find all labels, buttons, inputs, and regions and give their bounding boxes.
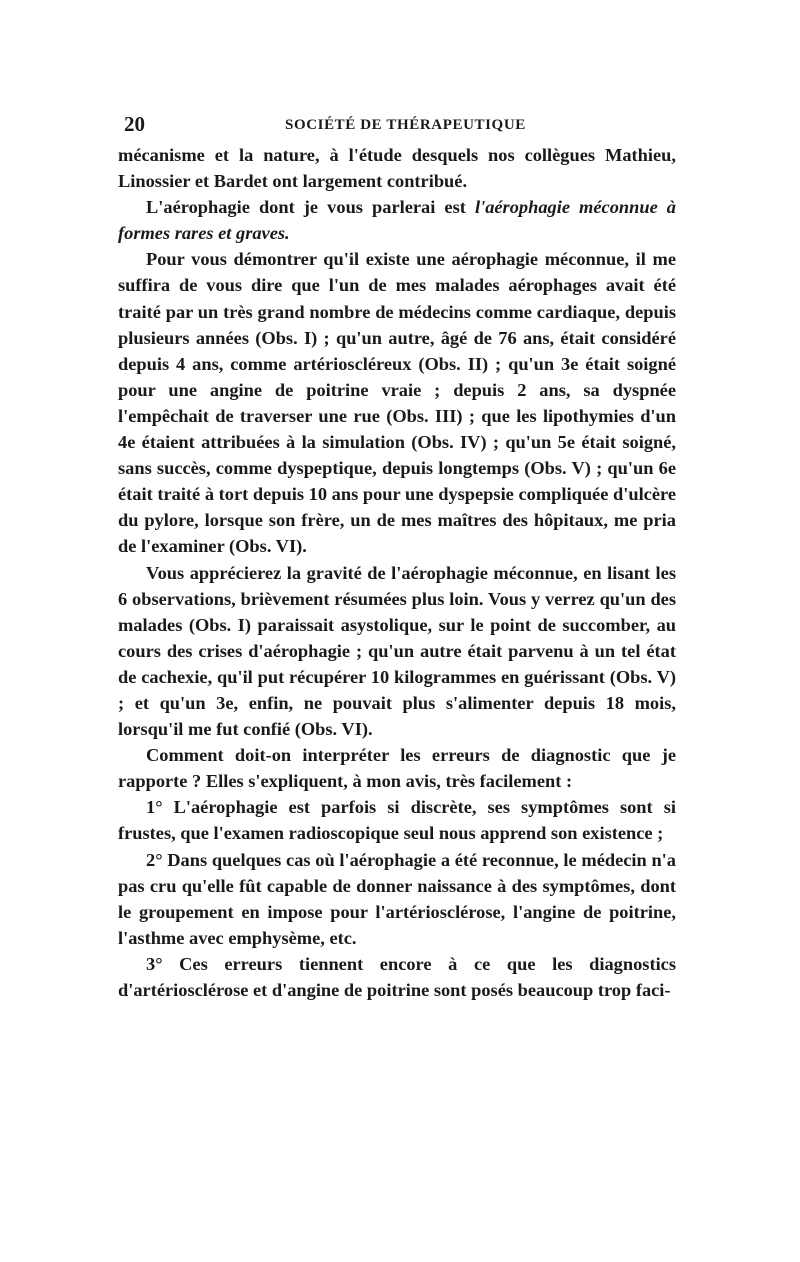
paragraph-1: mécanisme et la nature, à l'étude desquels nos collègues Mathieu, Linossier et Bardet ont largement contribué.: [118, 145, 676, 192]
paragraph-2: [118, 194, 676, 246]
paragraph-2-text: L'aérophagie dont je vous parlerai est: [146, 197, 475, 218]
running-title: SOCIÉTÉ DE THÉRAPEUTIQUE: [285, 117, 526, 133]
paragraph-4: Vous apprécierez la gravité de l'aérophagie méconnue, en lisant les 6 observations, brièvement résumées plus loin. Vous y verrez qu'un des malades (Obs. I) paraissait asystolique, sur le point de succomber, au cours des crises d'aérophagie ; qu'un autre était parvenu à un tel état de cachexie, qu'il put récupérer 10 kilogrammes en guérissant (Obs. V) ; et qu'un 3e, enfin, ne pouvait plus s'alimenter depuis 18 mois, lorsqu'il me fut confié (Obs. VI).: [118, 562, 676, 740]
paragraph-6: 1° L'aérophagie est parfois si discrète, ses symptômes sont si frustes, que l'examen radioscopique seul nous apprend son existence ;: [118, 797, 676, 844]
page-number: 20: [124, 112, 145, 136]
paragraph-7: 2° Dans quelques cas où l'aérophagie a été reconnue, le médecin n'a pas cru qu'elle fût capable de donner naissance à des symptômes, dont le groupement en impose pour l'artériosclérose, l'angine de poitrine, l'asthme avec emphysème, etc.: [118, 849, 676, 948]
paragraph-3: Pour vous démontrer qu'il existe une aérophagie méconnue, il me suffira de vous dire que l'un de mes malades aérophages avait été traité par un très grand nombre de médecins comme cardiaque, depuis plusieurs années (Obs. I) ; qu'un autre, âgé de 76 ans, était considéré depuis 4 ans, comme artérioscléreux (Obs. II) ; qu'un 3e était soigné pour une angine de poitrine vraie ; depuis 2 ans, sa dyspnée l'empêchait de traverser une rue (Obs. III) ; que les lipothymies d'un 4e étaient attribuées à la simulation (Obs. IV) ; qu'un 5e était soigné, sans succès, comme dyspeptique, depuis longtemps (Obs. V) ; qu'un 6e était traité à tort depuis 10 ans pour une dyspepsie compliquée d'ulcère du pylore, lorsque son frère, un de mes maîtres des hôpitaux, me pria de l'examiner (Obs. VI).: [118, 249, 676, 557]
paragraph-8: 3° Ces erreurs tiennent encore à ce que les diagnostics d'artériosclérose et d'angine de poitrine sont posés beaucoup trop faci-: [118, 953, 676, 1000]
page-header: [118, 112, 676, 142]
paragraph-5: Comment doit-on interpréter les erreurs de diagnostic que je rapporte ? Elles s'expliquent, à mon avis, très facilement :: [118, 745, 676, 792]
book-page: [118, 112, 676, 1003]
body-text: [118, 142, 676, 1003]
paragraph-2-emphasis: l'aérophagie méconnue à formes rares et graves.: [118, 197, 677, 244]
